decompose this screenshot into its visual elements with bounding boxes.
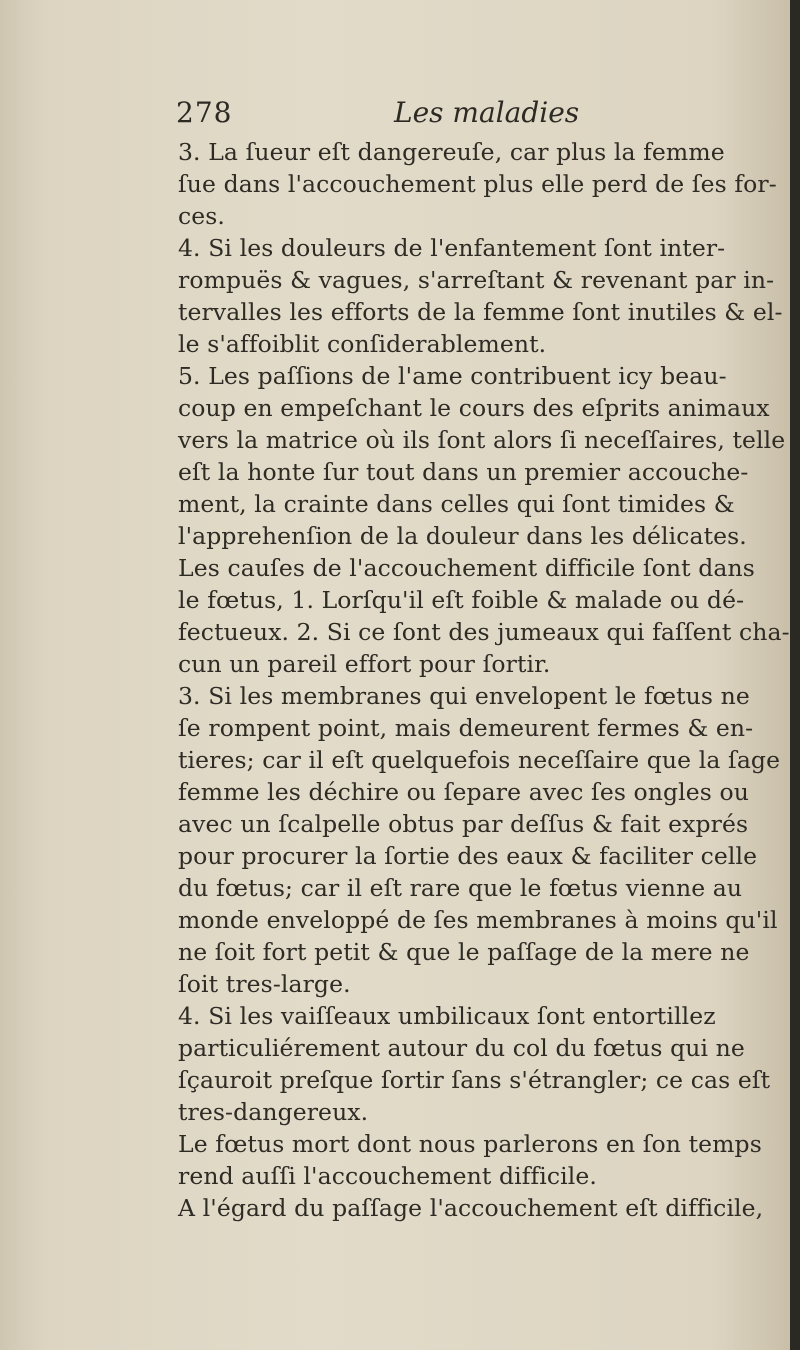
- text-line: ſue dans l'accouchement plus elle perd de ſes for-: [178, 170, 777, 198]
- text-line: coup en empeſchant le cours des eſprits animaux: [178, 394, 770, 422]
- text-line: eſt la honte ſur tout dans un premier accouche-: [178, 458, 749, 486]
- text-line: fectueux. 2. Si ce ſont des jumeaux qui faſſent cha-: [178, 618, 790, 646]
- page-header: [176, 96, 596, 136]
- text-line: tervalles les efforts de la femme ſont inutiles & el-: [178, 298, 783, 326]
- text-line: du fœtus; car il eſt rare que le fœtus vienne au: [178, 874, 743, 902]
- running-title: Les maladies: [394, 96, 580, 129]
- text-line: ne ſoit fort petit & que le paſſage de la mere ne: [178, 938, 750, 966]
- text-line: ſoit tres-large.: [178, 970, 351, 998]
- text-line: cun un pareil effort pour ſortir.: [178, 650, 551, 678]
- text-line: le s'affoiblit conſiderablement.: [178, 330, 547, 358]
- text-line: femme les déchire ou ſepare avec ſes ongles ou: [178, 778, 750, 806]
- text-line: vers la matrice où ils ſont alors ſi neceſſaires, telle: [178, 426, 786, 454]
- text-line: ces.: [178, 202, 225, 230]
- text-line: particuliérement autour du col du fœtus qui ne: [178, 1034, 745, 1062]
- text-line: rend auſſi l'accouchement difficile.: [178, 1162, 597, 1190]
- page-number: 278: [176, 96, 233, 129]
- text-line: 5. Les paſſions de l'ame contribuent icy beau-: [178, 362, 727, 390]
- text-line: 4. Si les vaiſſeaux umbilicaux ſont entortillez: [178, 1002, 716, 1030]
- text-line: ſe rompent point, mais demeurent fermes & en-: [178, 714, 754, 742]
- text-line: tres-dangereux.: [178, 1098, 369, 1126]
- text-line: 3. La ſueur eſt dangereuſe, car plus la femme: [178, 138, 725, 166]
- text-line: 3. Si les membranes qui envelopent le fœtus ne: [178, 682, 750, 710]
- page-edge: [790, 0, 800, 1350]
- text-line: ment, la crainte dans celles qui ſont timides &: [178, 490, 735, 518]
- text-line: 4. Si les douleurs de l'enfantement ſont inter-: [178, 234, 726, 262]
- text-line: pour procurer la ſortie des eaux & faciliter celle: [178, 842, 758, 870]
- text-line: Les cauſes de l'accouchement difficile ſont dans: [178, 554, 755, 582]
- text-line: monde enveloppé de ſes membranes à moins qu'il: [178, 906, 778, 934]
- text-line: tieres; car il eſt quelquefois neceſſaire que la ſage: [178, 746, 781, 774]
- text-line: ſçauroit preſque ſortir ſans s'étrangler; ce cas eſt: [178, 1066, 771, 1094]
- text-line: Le fœtus mort dont nous parlerons en ſon temps: [178, 1130, 762, 1158]
- text-line: rompuës & vagues, s'arreſtant & revenant par in-: [178, 266, 775, 294]
- text-line: le fœtus, 1. Lorſqu'il eſt foible & malade ou dé-: [178, 586, 745, 614]
- text-line: A l'égard du paſſage l'accouchement eſt difficile,: [178, 1194, 764, 1222]
- text-line: l'apprehenſion de la douleur dans les délicates.: [178, 522, 747, 550]
- text-line: avec un ſcalpelle obtus par deſſus & fait exprés: [178, 810, 749, 838]
